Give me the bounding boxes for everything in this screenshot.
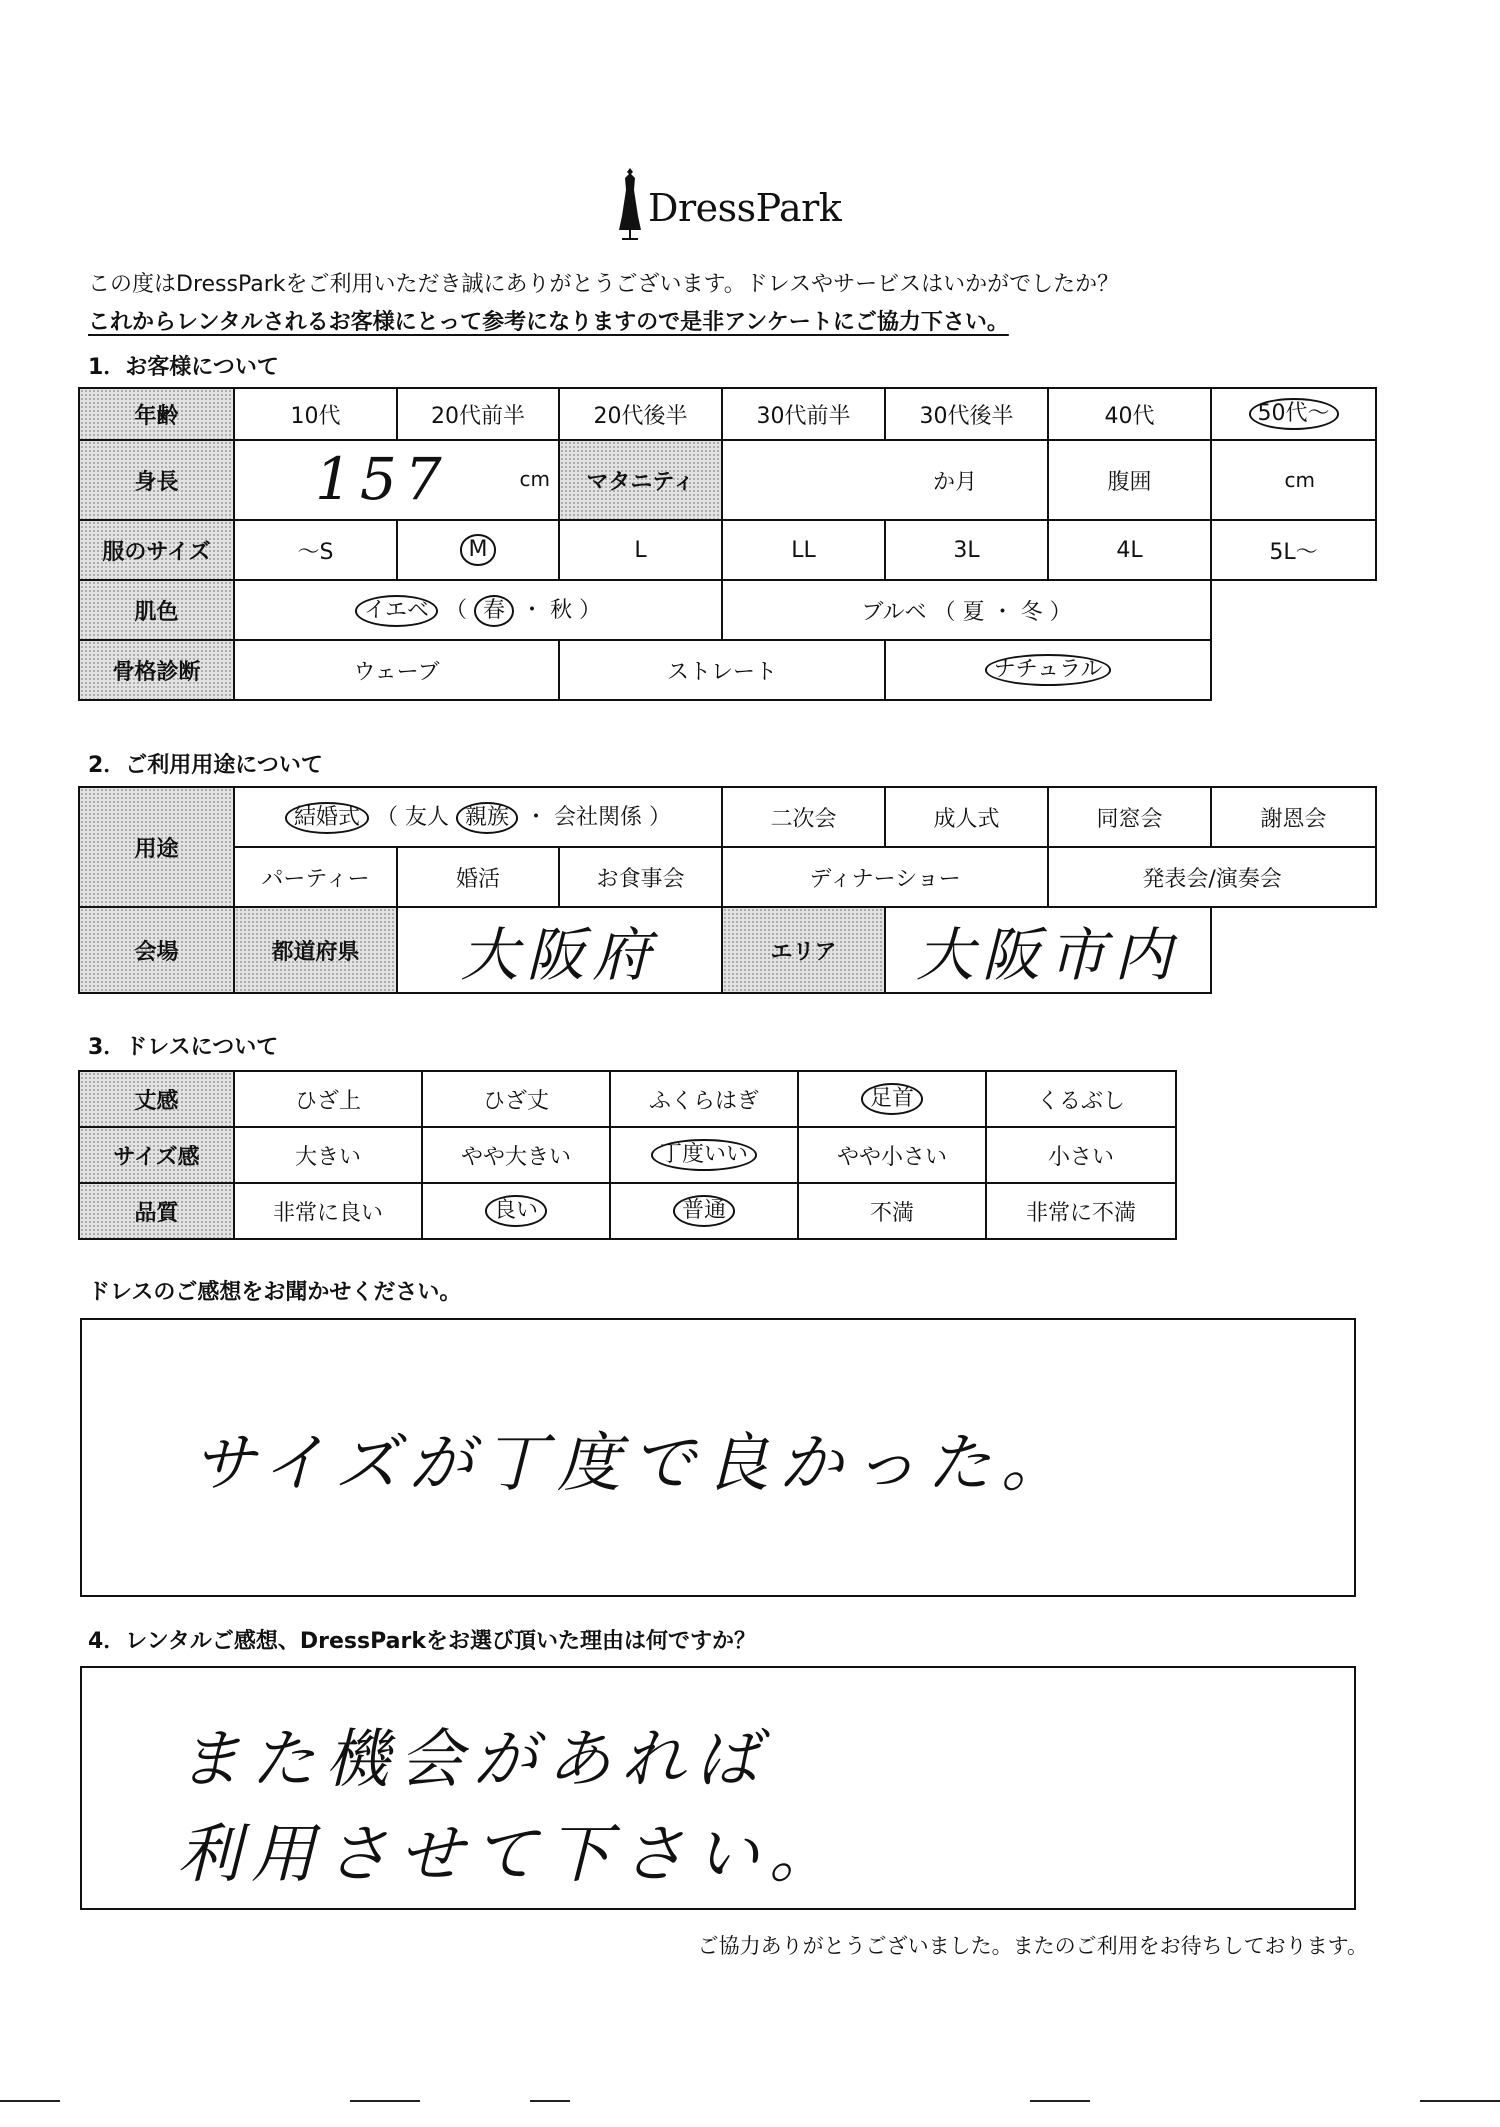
usage-wedding[interactable] [234,787,722,847]
usage-option[interactable]: お食事会 [559,847,722,907]
quality-selected-mark: 普通 [673,1195,735,1227]
usage-table [78,786,1377,994]
reason-comment-line1: また機会があれば [177,1723,769,1797]
age-selected-mark: 50代〜 [1249,398,1339,430]
usage-company: 会社関係 [554,805,643,831]
dress-comment-prompt: ドレスのご感想をお聞かせください。 [88,1280,462,1305]
length-option-selected[interactable] [798,1071,986,1127]
customer-table [78,387,1377,701]
quality-option[interactable]: 非常に不満 [986,1183,1176,1239]
scan-artifact-line [0,2100,1500,2102]
age-row [79,388,1376,440]
reason-comment-line2: 利用させて下さい。 [177,1818,843,1892]
length-option[interactable]: ひざ丈 [422,1071,610,1127]
fit-option[interactable]: 小さい [986,1127,1176,1183]
maternity-label: マタニティ [559,440,722,520]
quality-option[interactable]: 非常に良い [234,1183,422,1239]
age-option[interactable]: 10代 [234,388,397,440]
intro-request: これからレンタルされるお客様にとって参考になりますので是非アンケートにご協力下さい。 [88,310,1009,335]
length-option[interactable]: ひざ上 [234,1071,422,1127]
fit-option[interactable]: 大きい [234,1127,422,1183]
frame-option[interactable]: ウェーブ [234,640,559,700]
usage-row-2 [79,847,1376,907]
quality-option-selected[interactable] [610,1183,798,1239]
section2-title: 2．ご利用用途について [88,753,323,778]
separator-dot: ・ [521,598,544,624]
age-option[interactable]: 20代後半 [559,388,722,440]
dress-comment-text: サイズが丁度で良かった。 [192,1427,1075,1501]
blank-cell [1211,640,1376,700]
section1-title: 1．お客様について [88,355,279,380]
skin-yellow-selected: イエベ [355,595,438,627]
size-option-selected[interactable] [397,520,559,580]
thanks-note: ご協力ありがとうございました。またのご利用をお待ちしております。 [697,1934,1368,1958]
venue-label: 会場 [79,907,234,993]
length-option[interactable]: ふくらはぎ [610,1071,798,1127]
frame-option-selected[interactable] [885,640,1211,700]
age-label: 年齢 [79,388,234,440]
separator-dot: ・ [991,599,1014,625]
skin-yellow-base[interactable] [234,580,722,640]
area-field[interactable] [885,907,1211,993]
size-selected-mark: M [460,534,497,566]
paren-open: （ [933,599,956,625]
paren-close: ） [1049,599,1072,625]
brand-name: DressPark [648,186,842,230]
usage-row-1 [79,787,1376,847]
height-unit: cm [519,467,550,491]
usage-label: 用途 [79,787,234,907]
usage-friend: 友人 [404,805,449,831]
age-option-selected[interactable] [1211,388,1376,440]
section3-title: 3．ドレスについて [88,1035,279,1060]
fit-row [79,1127,1176,1183]
fit-selected-mark: 丁度いい [651,1139,757,1171]
usage-option[interactable]: 発表会/演奏会 [1048,847,1376,907]
size-option[interactable]: 5L〜 [1211,520,1376,580]
blank-cell [1211,907,1376,993]
height-row [79,440,1376,520]
usage-option[interactable]: ディナーショー [722,847,1048,907]
reason-comment-box[interactable] [80,1666,1356,1910]
skin-spring-selected: 春 [474,595,514,627]
intro-text: この度はDressParkをご利用いただき誠にありがとうございます。ドレスやサービスはいかがでしたか？ [88,272,1120,297]
waist-field[interactable] [1211,440,1376,520]
area-value: 大阪市内 [916,921,1181,989]
dress-form-icon [610,164,650,244]
height-label: 身長 [79,440,234,520]
maternity-months-field[interactable] [722,440,1048,520]
length-option[interactable]: くるぶし [986,1071,1176,1127]
fit-label: サイズ感 [79,1127,234,1183]
fit-option[interactable]: やや大きい [422,1127,610,1183]
skin-label: 肌色 [79,580,234,640]
usage-option[interactable]: 婚活 [397,847,559,907]
paren-close: ） [649,805,672,831]
paren-open: （ [445,598,468,624]
fit-option[interactable]: やや小さい [798,1127,986,1183]
size-option[interactable]: LL [722,520,885,580]
section4-title: 4．レンタルご感想、DressParkをお選び頂いた理由は何ですか？ [88,1629,756,1654]
frame-row [79,640,1376,700]
size-option[interactable]: L [559,520,722,580]
skin-summer: 夏 [962,599,985,625]
dress-table [78,1070,1177,1240]
quality-option-selected[interactable] [422,1183,610,1239]
height-value: 157 [315,445,450,513]
length-label: 丈感 [79,1071,234,1127]
skin-winter: 冬 [1020,599,1043,625]
usage-option[interactable]: パーティー [234,847,397,907]
usage-option[interactable]: 二次会 [722,787,885,847]
separator-dot: ・ [525,805,548,831]
size-option[interactable]: 4L [1048,520,1211,580]
age-option[interactable]: 30代後半 [885,388,1048,440]
venue-row [79,907,1376,993]
skin-blue: ブルベ [861,599,927,625]
age-option[interactable]: 20代前半 [397,388,559,440]
usage-wedding-selected: 結婚式 [285,802,369,834]
usage-option[interactable]: 成人式 [885,787,1048,847]
size-option[interactable]: 3L [885,520,1048,580]
waist-unit: cm [1284,467,1315,492]
prefecture-field[interactable] [397,907,722,993]
waist-label: 腹囲 [1048,440,1211,520]
size-row [79,520,1376,580]
months-unit: か月 [932,469,977,495]
quality-selected-mark: 良い [485,1195,547,1227]
fit-option-selected[interactable] [610,1127,798,1183]
size-option[interactable]: 〜S [234,520,397,580]
age-option[interactable]: 40代 [1048,388,1211,440]
size-label: 服のサイズ [79,520,234,580]
skin-row [79,580,1376,640]
frame-selected-mark: ナチュラル [985,654,1112,686]
dresspark-logo [600,160,900,250]
skin-blue-base[interactable] [722,580,1211,640]
age-option[interactable]: 30代前半 [722,388,885,440]
frame-label: 骨格診断 [79,640,234,700]
height-field[interactable] [234,440,559,520]
prefecture-value: 大阪府 [460,921,659,989]
usage-option[interactable]: 同窓会 [1048,787,1211,847]
quality-label: 品質 [79,1183,234,1239]
area-label: エリア [722,907,885,993]
frame-option[interactable]: ストレート [559,640,885,700]
paren-close: ） [579,598,602,624]
dress-comment-box[interactable] [80,1318,1356,1597]
length-row [79,1071,1176,1127]
skin-autumn: 秋 [550,598,573,624]
usage-relative-selected: 親族 [456,802,518,834]
usage-option[interactable]: 謝恩会 [1211,787,1376,847]
length-selected-mark: 足首 [861,1083,923,1115]
paren-open: （ [375,805,398,831]
quality-row [79,1183,1176,1239]
quality-option[interactable]: 不満 [798,1183,986,1239]
blank-cell [1211,580,1376,640]
prefecture-label: 都道府県 [234,907,397,993]
